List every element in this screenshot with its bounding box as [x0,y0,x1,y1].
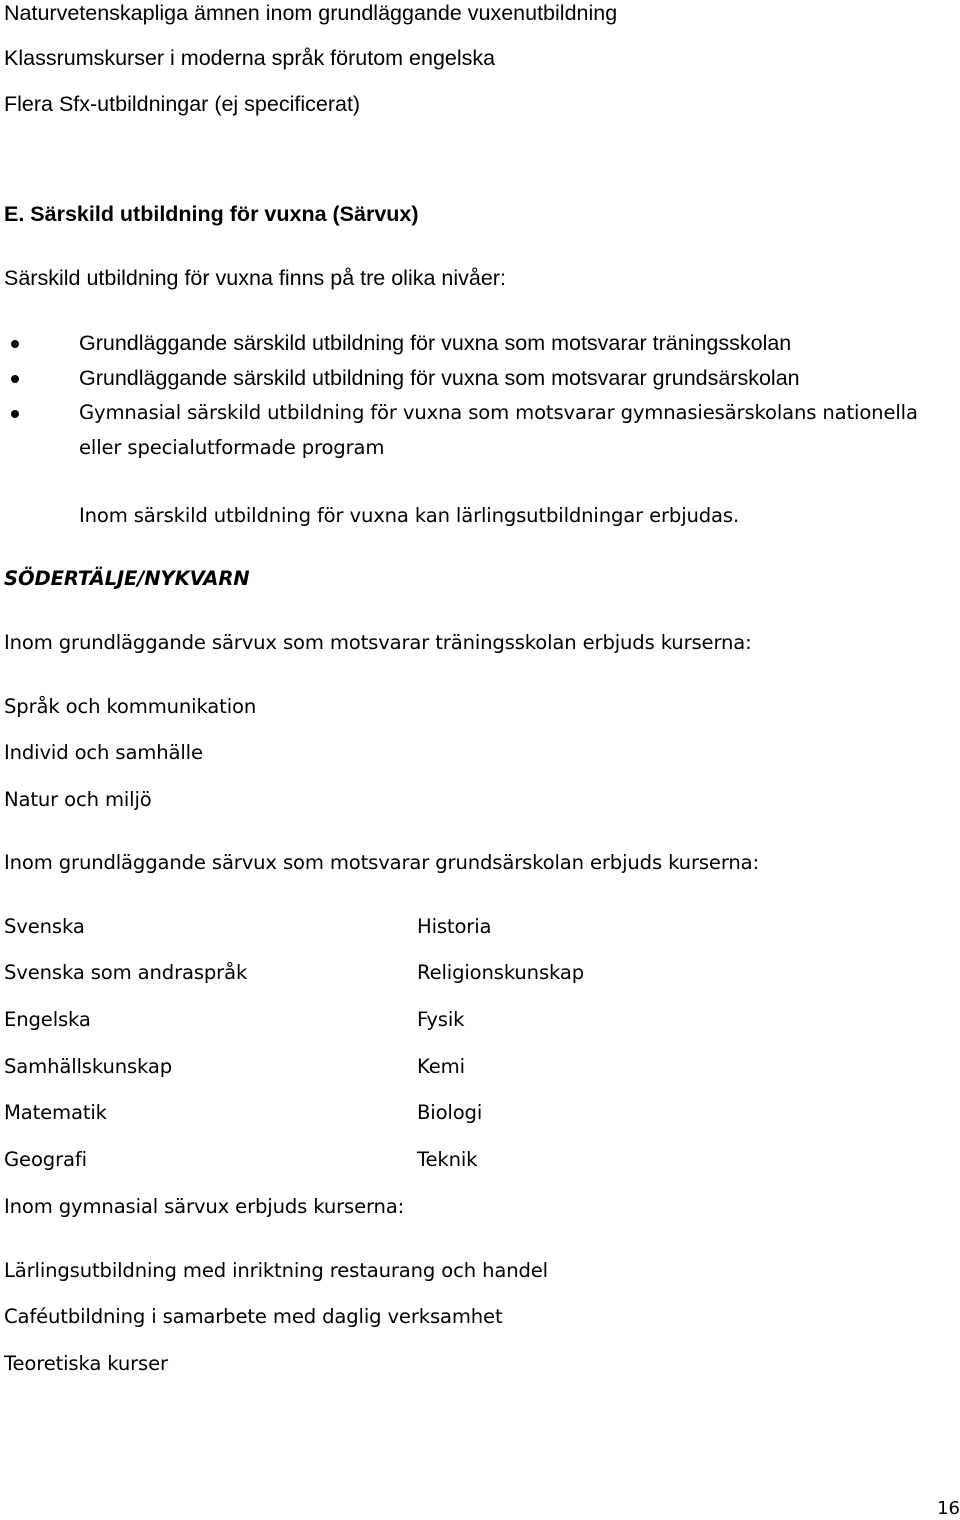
bullet-item-2: Grundläggande särskild utbildning för vuxna som motsvarar grundsärskolan [79,366,800,390]
gymnasial-course-1: Lärlingsutbildning med inriktning restaurang och handel [4,1259,548,1282]
sodertalje-heading: SÖDERTÄLJE/NYKVARN [4,567,250,590]
intro-line-2: Klassrumskurser i moderna språk förutom engelska [4,46,496,70]
grundsarskolan-col1-item-3: Engelska [4,1008,91,1031]
grundsarskolan-col2-item-1: Historia [417,915,492,938]
grundsarskolan-col2-item-4: Kemi [417,1055,465,1078]
grundsarskolan-col1-item-5: Matematik [4,1101,107,1124]
grundsarskolan-col2-item-5: Biologi [417,1101,483,1124]
gymnasial-course-2: Caféutbildning i samarbete med daglig verksamhet [4,1305,503,1328]
bullet-dot-1 [11,340,19,348]
traningsskolan-course-3: Natur och miljö [4,788,152,811]
section-e-lead: Särskild utbildning för vuxna finns på tre olika nivåer: [4,266,506,290]
grundsarskolan-col2-item-2: Religionskunskap [417,961,585,984]
bullet-item-3: Gymnasial särskild utbildning för vuxna som motsvarar gymnasiesärskolans nationella [79,401,918,424]
grundsarskolan-col1-item-2: Svenska som andraspråk [4,961,248,984]
grundsarskolan-col2-item-6: Teknik [417,1148,478,1171]
grundsarskolan-col2-item-3: Fysik [417,1008,465,1031]
gymnasial-intro: Inom gymnasial särvux erbjuds kurserna: [4,1195,405,1218]
intro-line-3: Flera Sfx-utbildningar (ej specificerat) [4,92,361,116]
gymnasial-course-3: Teoretiska kurser [4,1352,168,1375]
grundsarskolan-col1-item-4: Samhällskunskap [4,1055,173,1078]
traningsskolan-course-2: Individ och samhälle [4,741,203,764]
grundsarskolan-intro: Inom grundläggande särvux som motsvarar grundsärskolan erbjuds kurserna: [4,851,759,874]
intro-line-1: Naturvetenskapliga ämnen inom grundläggande vuxenutbildning [4,1,618,25]
section-e-note: Inom särskild utbildning för vuxna kan lärlingsutbildningar erbjudas. [79,504,740,527]
section-e-heading: E. Särskild utbildning för vuxna (Särvux) [4,202,419,226]
page-number: 16 [937,1498,960,1519]
bullet-dot-3 [11,410,19,418]
traningsskolan-intro: Inom grundläggande särvux som motsvarar träningsskolan erbjuds kurserna: [4,631,752,654]
bullet-item-1: Grundläggande särskild utbildning för vuxna som motsvarar träningsskolan [79,331,792,355]
grundsarskolan-col1-item-6: Geografi [4,1148,87,1171]
grundsarskolan-col1-item-1: Svenska [4,915,85,938]
traningsskolan-course-1: Språk och kommunikation [4,695,257,718]
bullet-dot-2 [11,375,19,383]
bullet-item-3-continuation: eller specialutformade program [79,436,385,459]
